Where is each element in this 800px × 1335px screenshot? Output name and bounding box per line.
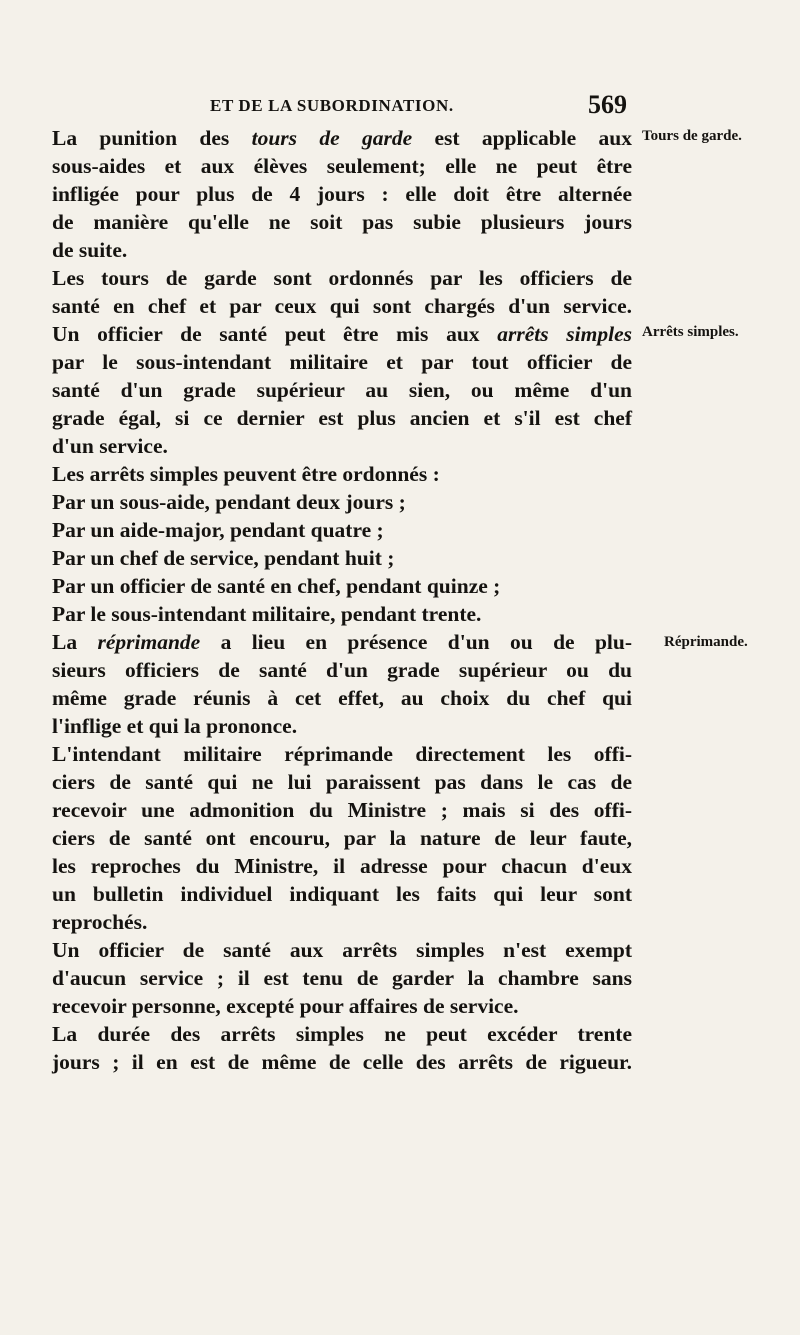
margin-note-tours-de-garde: Tours de garde. (642, 128, 742, 144)
emphasis-term: tours de garde (251, 126, 413, 150)
text-line: par le sous-intendant militaire et par tout officier de (52, 350, 632, 374)
text-line: grade égal, si ce dernier est plus ancien et s'il est chef (52, 406, 632, 430)
text-line: l'inflige et qui la prononce. (52, 714, 298, 738)
text-line: jours ; il en est de même de celle des arrêts de rigueur. (52, 1050, 632, 1074)
text-line: Un officier de santé aux arrêts simples n'est exempt (52, 938, 632, 962)
text-line: de suite. (52, 238, 128, 262)
text-line: de manière qu'elle ne soit pas subie plusieurs jours (52, 210, 632, 234)
text-line: santé en chef et par ceux qui sont chargés d'un service. (52, 294, 632, 318)
text-line: recevoir une admonition du Ministre ; mais si des offi- (52, 798, 632, 822)
text-line: sieurs officiers de santé d'un grade supérieur ou du (52, 658, 632, 682)
emphasis-term: réprimande (97, 630, 201, 654)
text-line: reprochés. (52, 910, 148, 934)
margin-note-reprimande: Réprimande. (664, 634, 748, 650)
running-head: ET DE LA SUBORDINATION. (210, 96, 454, 115)
text-line: La punition des tours de garde est applicable aux (52, 126, 632, 150)
emphasis-term: arrêts simples (497, 322, 632, 346)
text-line: les reproches du Ministre, il adresse pour chacun d'eux (52, 854, 632, 878)
text-line: L'intendant militaire réprimande directement les offi- (52, 742, 632, 766)
text-line: Par un sous-aide, pendant deux jours ; (52, 490, 406, 514)
text-line: La réprimande a lieu en présence d'un ou de plu- (52, 630, 632, 654)
text-line: infligée pour plus de 4 jours : elle doit être alternée (52, 182, 632, 206)
margin-note-arrets-simples: Arrêts simples. (642, 324, 739, 340)
text-line: sous-aides et aux élèves seulement; elle ne peut être (52, 154, 632, 178)
text-line: santé d'un grade supérieur au sien, ou même d'un (52, 378, 632, 402)
text-line: un bulletin individuel indiquant les faits qui leur sont (52, 882, 632, 906)
text-line: ciers de santé ont encouru, par la nature de leur faute, (52, 826, 632, 850)
text-line: d'aucun service ; il est tenu de garder la chambre sans (52, 966, 632, 990)
text-line: d'un service. (52, 434, 168, 458)
text-line: Par un aide-major, pendant quatre ; (52, 518, 384, 542)
text-line: Les tours de garde sont ordonnés par les officiers de (52, 266, 632, 290)
text-line: Par un chef de service, pendant huit ; (52, 546, 395, 570)
text-line: Par le sous-intendant militaire, pendant trente. (52, 602, 482, 626)
text-line: ciers de santé qui ne lui paraissent pas dans le cas de (52, 770, 632, 794)
text-line: La durée des arrêts simples ne peut excéder trente (52, 1022, 632, 1046)
page-header (0, 90, 800, 126)
text-line: recevoir personne, excepté pour affaires de service. (52, 994, 519, 1018)
page-number: 569 (588, 90, 627, 119)
text-line: Un officier de santé peut être mis aux arrêts simples (52, 322, 632, 346)
text-line: Par un officier de santé en chef, pendant quinze ; (52, 574, 501, 598)
text-line: même grade réunis à cet effet, au choix du chef qui (52, 686, 632, 710)
text-line: Les arrêts simples peuvent être ordonnés : (52, 462, 440, 486)
